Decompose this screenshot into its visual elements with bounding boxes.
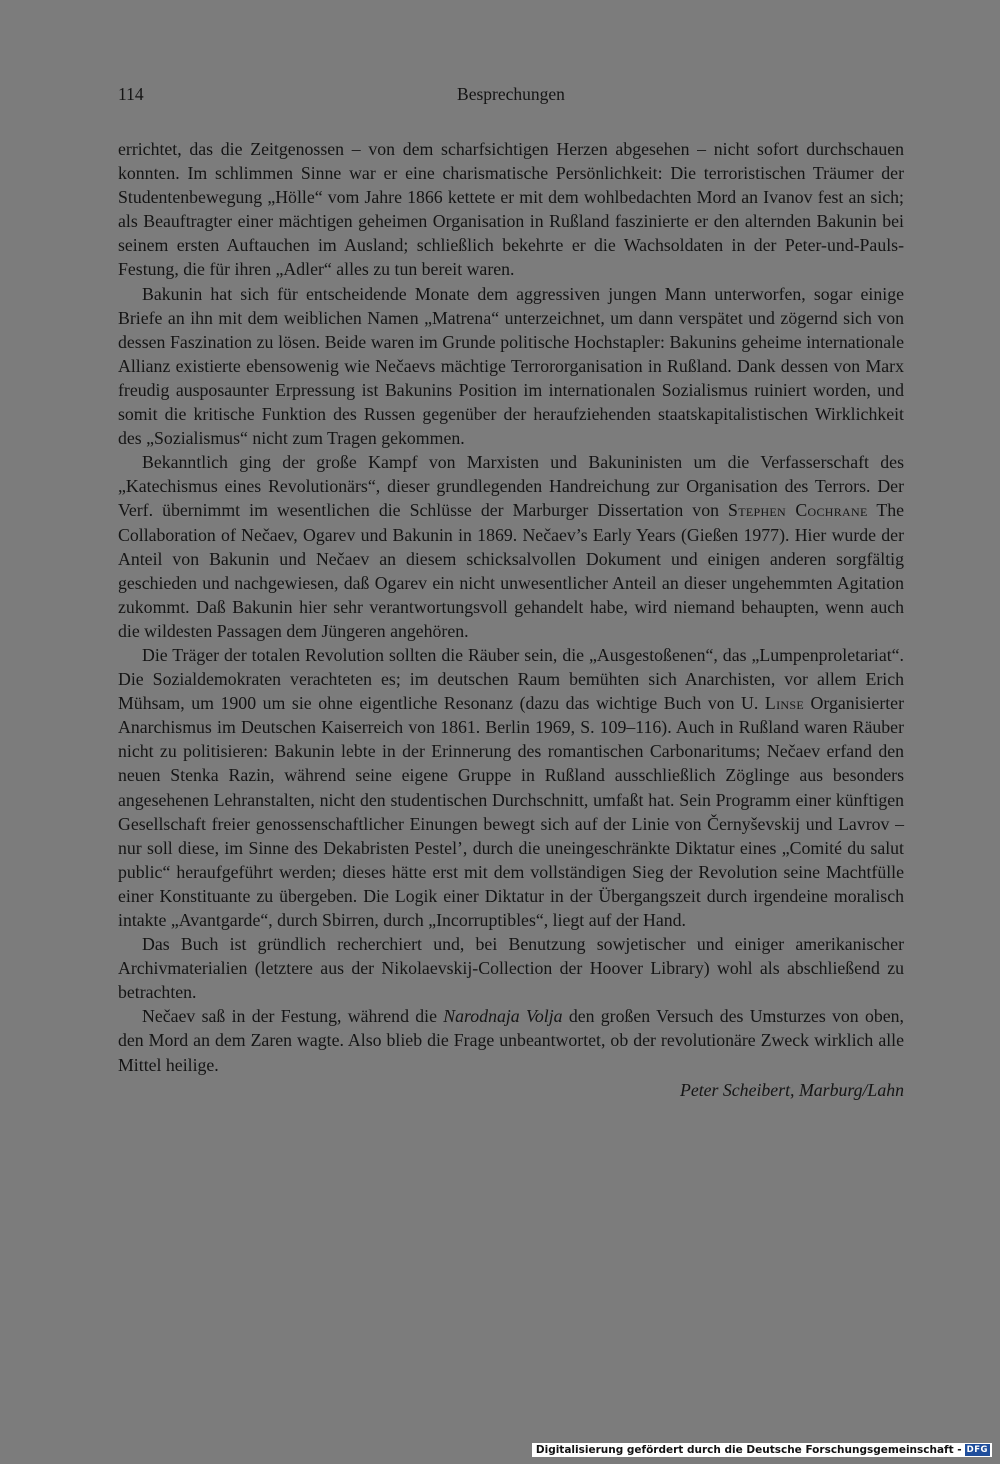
paragraph-6 <box>118 1004 904 1076</box>
paragraph-2-text: Bakunin hat sich für entscheidende Monate dem aggressiven jungen Mann unterworfen, sogar einige Briefe an ihn mit dem weiblichen Namen „Matrena“ unterzeichnet, um dann verspätet und zögernd sich von dessen Faszination zu lösen. Beide waren im Grunde politische Hochstapler: Bakunins geheime internationale Allianz existierte ebensowenig wie Nečaevs mächtige Terrororganisation in Rußland. Dank dessen von Marx freudig ausposaunter Erpressung ist Bakunins Position im internationalen Sozialismus ruiniert worden, und somit die kritische Funktion des Russen gegenüber der heraufziehenden staatskapitalistischen Wirklichkeit des „Sozialismus“ nicht zum Tragen gekommen. <box>118 283 904 449</box>
paragraph-3-text-after: The Collaboration of Nečaev, Ogarev und Bakunin in 1869. Nečaev’s Early Years (Gießen 1977). Hier wurde der Anteil von Bakunin und Nečaev an diesem schicksalvollen Dokument und einigen anderen sorgfältig geschieden und nachgewiesen, daß Ogarev ein nicht unwesentlicher Anteil an dieser ungehemmten Agitation zukommt. Daß Bakunin hier sehr verantwortungsvoll gehandelt habe, wird niemand behaupten, wenn auch die wildesten Passagen dem Jüngeren angehören. <box>118 500 904 641</box>
paragraph-3-text-before: Bekanntlich ging der große Kampf von Marxisten und Bakuninisten um die Verfasserschaft des „Katechismus eines Revolutionärs“, dieser grundlegenden Handreichung zur Organisation des Terrors. Der Verf. übernimmt im wesentlichen die Schlüsse der Marburger Dissertation von <box>118 452 904 521</box>
paragraph-2 <box>118 282 904 451</box>
paragraph-4 <box>118 643 904 932</box>
paragraph-1-text: errichtet, das die Zeitgenossen – von dem scharfsichtigen Herzen abgesehen – nicht sofort durchschauen konnten. Im schlimmen Sinne war er eine charismatische Persönlichkeit: Die terroristischen Träumer der Studentenbewegung „Hölle“ vom Jahre 1866 kettete er mit dem wohlbedachten Mord an Ivanov fest an sich; als Beauftragter einer mächtigen geheimen Organisation in Rußland faszinierte er den alternden Bakunin bei seinem ersten Auftauchen im Ausland; schließlich bekehrte er die Wachsoldaten in der Peter-und-Pauls-Festung, die für ihren „Adler“ alles zu tun bereit waren. <box>118 139 904 280</box>
dfg-logo-icon: DFG <box>966 1445 988 1455</box>
digitization-credit-text: Digitalisierung gefördert durch die Deutsche Forschungsgemeinschaft - <box>535 1444 962 1456</box>
paragraph-4-text-after: Organisierter Anarchismus im Deutschen Kaiserreich von 1861. Berlin 1969, S. 109–116). Auch in Rußland waren Räuber nicht zu politisieren: Bakunin lebte in der Erinnerung des romantischen Carbonaritums; Nečaev erfand den neuen Stenka Razin, während seine eigene Gruppe in Rußland ausschließlich Zöglinge aus besonders angesehenen Lehranstalten, nicht den studentischen Durchschnitt, umfaßt hat. Sein Programm einer künftigen Gesellschaft freier genossenschaftlicher Einungen bewegt sich auf der Linie von Černyševskij und Lavrov – nur soll diese, im Sinne des Dekabristen Pestel’, durch die uneingeschränkte Diktatur eines „Comité du salut public“ heraufgeführt werden; dieses hätte erst mit dem vollständigen Sieg der Revolution seine Machtfülle einer Konstituante zu übergeben. Die Logik einer Diktatur in der Übergangszeit durch irgendeine moralisch intakte „Avantgarde“, durch Sbirren, durch „Incorruptibles“, liegt auf der Hand. <box>118 693 904 930</box>
paragraph-6-text-before: Nečaev saß in der Festung, während die <box>142 1006 437 1027</box>
review-body <box>118 137 904 1102</box>
digitization-credit <box>532 1443 992 1457</box>
paragraph-1 <box>118 137 904 282</box>
paragraph-3 <box>118 450 904 643</box>
paragraph-5 <box>118 932 904 1004</box>
running-head-title: Besprechungen <box>457 84 565 104</box>
cited-author-linse: Linse <box>764 693 804 714</box>
paragraph-5-text: Das Buch ist gründlich recherchiert und, bei Benutzung sowjetischer und einiger amerikanischer Archivmaterialien (letztere aus der Nikolaevskij-Collection der Hoover Library) wohl als abschließend zu betrachten. <box>118 934 904 1003</box>
reviewer-signature: Peter Scheibert, Marburg/Lahn <box>679 1079 904 1100</box>
paragraph-4-text-before: Die Träger der totalen Revolution sollten die Räuber sein, die „Ausgestoßenen“, das „Lumpenproletariat“. Die Sozialdemokraten verachteten es; im deutschen Raum bemühten sich Anarchisten, vor allem Erich Mühsam, um 1900 um sie ohne eigentliche Resonanz (dazu das wichtige Buch von U. <box>118 644 904 714</box>
running-head <box>118 84 904 108</box>
narodnaja-volja-italic: Narodnaja Volja <box>443 1006 563 1027</box>
paragraph-6-text-after: den großen Versuch des Umsturzes von oben, den Mord an dem Zaren wagte. Also blieb die Frage unbeantwortet, ob der revolutionäre Zweck wirklich alle Mittel heilige. <box>118 1006 904 1075</box>
cited-author-cochrane: Stephen Cochrane <box>728 500 868 521</box>
page-number: 114 <box>118 84 144 104</box>
